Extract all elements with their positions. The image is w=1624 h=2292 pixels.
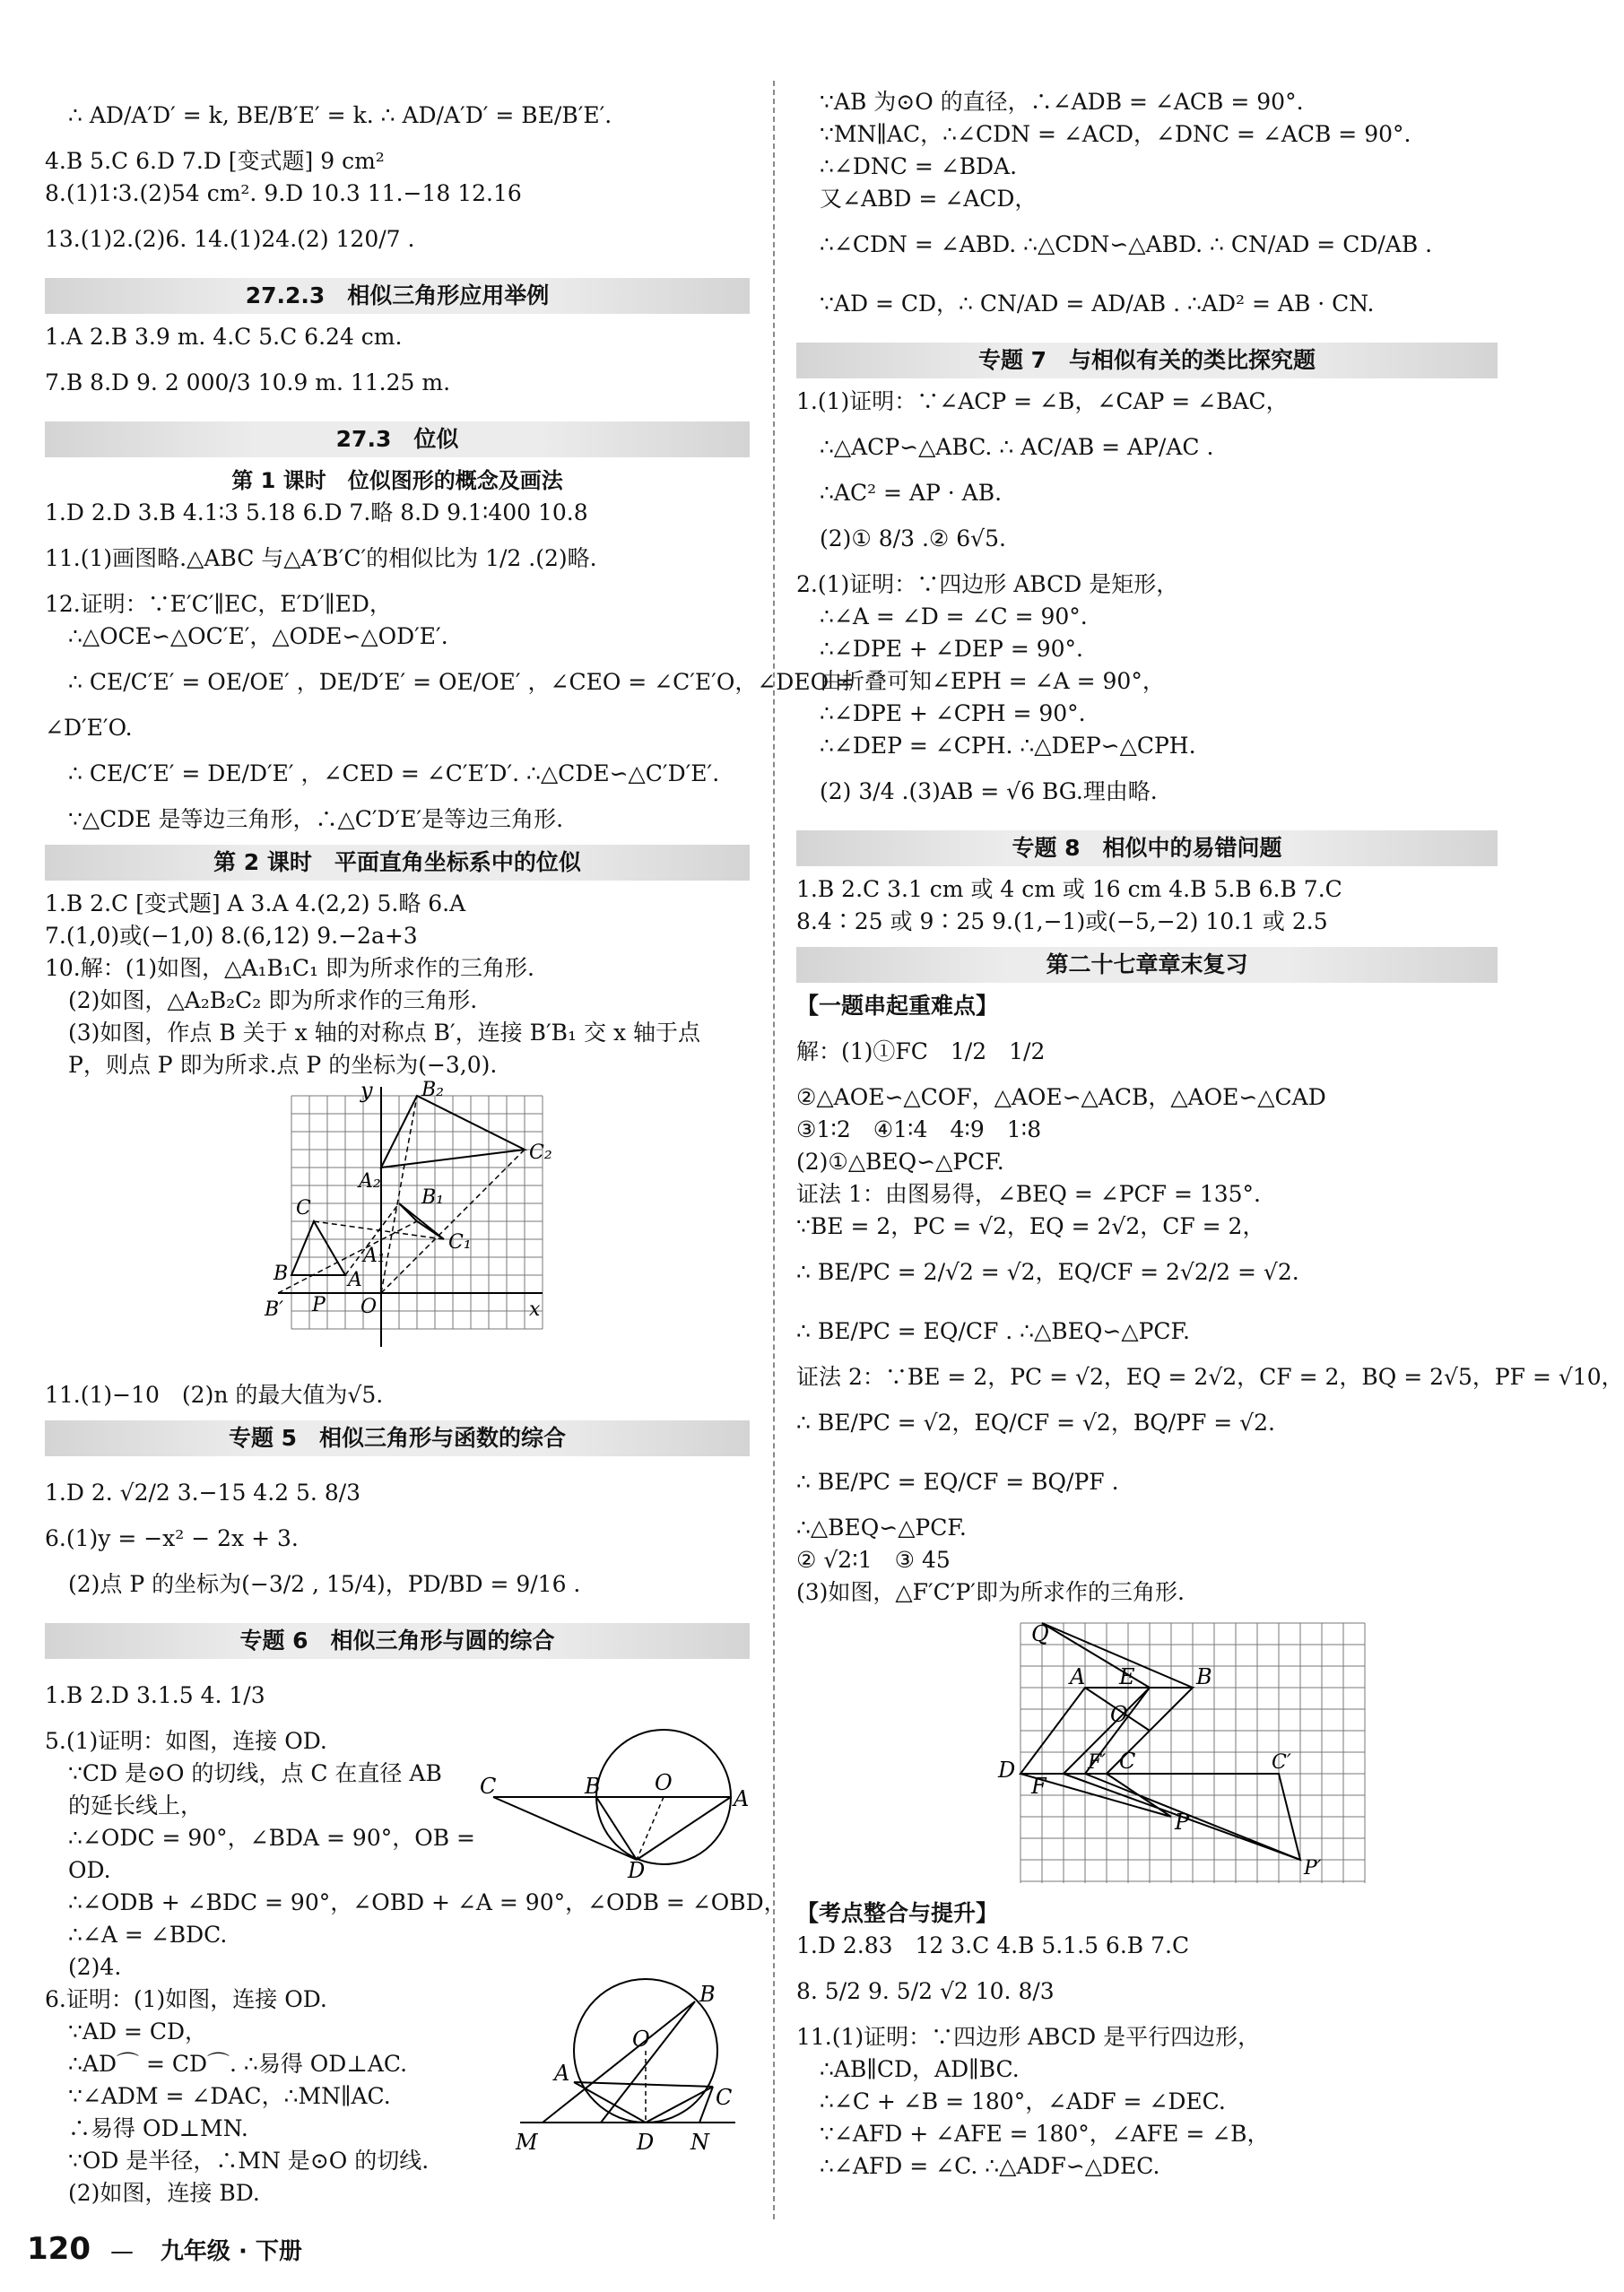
answer-line: (2)4. xyxy=(68,1954,122,1980)
answer-line: 5.(1)证明：如图，连接 OD. xyxy=(45,1728,327,1754)
answer-line: ② √2∶1 ③ 45 xyxy=(796,1547,951,1573)
answer-line: ∴∠ODB + ∠BDC = 90°，∠OBD + ∠A = 90°，∠ODB = ∠OBD， xyxy=(68,1889,786,1915)
answer-line: 8. 5/2 9. 5/2 √2 10. 8/3 xyxy=(796,1978,1055,2004)
label-D: D xyxy=(637,2130,655,2155)
answer-line: ∴ CE/C′E′ = DE/D′E′ ，∠CED = ∠C′E′D′. ∴△CDE∽△C′D′E′. xyxy=(68,760,720,786)
answer-line: ∴ BE/PC = EQ/CF = BQ/PF . xyxy=(796,1469,1119,1495)
answer-line: 11.(1)画图略.△ABC 与△A′B′C′的相似比为 1/2 .(2)略. xyxy=(45,545,597,571)
review-grid-svg xyxy=(796,1614,1498,1892)
answer-line: ∴ CE/C′E′ = OE/OE′ ，DE/D′E′ = OE/OE′ ，∠CEO = ∠C′E′O，∠DEO = xyxy=(68,669,855,695)
answer-line: 4.B 5.C 6.D 7.D [变式题] 9 cm² xyxy=(45,148,385,174)
circle-figure-1 xyxy=(475,1725,750,1883)
answer-line: 证法 2：∵BE = 2，PC = √2，EQ = 2√2，CF = 2，BQ = 2√5，PF = √10， xyxy=(796,1364,1624,1390)
answer-line: ∵AD = CD， xyxy=(68,2019,208,2045)
answer-line: 8.(1)1∶3.(2)54 cm². 9.D 10.3 11.−18 12.16 xyxy=(45,180,522,206)
answer-line: ∴△OCE∽△OC′E′，△ODE∽△OD′E′. xyxy=(68,623,448,649)
answer-line: ∴ BE/PC = √2，EQ/CF = √2，BQ/PF = √2. xyxy=(796,1410,1275,1436)
label-O: O xyxy=(1110,1702,1128,1727)
page-number: 120 xyxy=(27,2231,91,2267)
answer-line: 13.(1)2.(2)6. 14.(1)24.(2) 120/7 . xyxy=(45,226,415,252)
answer-line: (2) 3/4 .(3)AB = √6 BG.理由略. xyxy=(820,778,1158,804)
answer-line: 7.(1,0)或(−1,0) 8.(6,12) 9.−2a+3 xyxy=(45,923,418,949)
answer-line: 1.A 2.B 3.9 m. 4.C 5.C 6.24 cm. xyxy=(45,324,403,350)
answer-line: 8.4∶25 或 9∶25 9.(1,−1)或(−5,−2) 10.1 或 2.5 xyxy=(796,908,1328,934)
key-point-tag: 【一题串起重难点】 xyxy=(796,993,999,1019)
answer-line: 6.(1)y = −x² − 2x + 3. xyxy=(45,1525,299,1551)
label-A: A xyxy=(554,2061,570,2086)
answer-line: (2)如图，△A₂B₂C₂ 即为所求作的三角形. xyxy=(68,987,478,1013)
answer-line: ∴AB∥CD，AD∥BC. xyxy=(820,2056,1020,2082)
answer-line: ∴∠AFD = ∠C. ∴△ADF∽△DEC. xyxy=(820,2153,1160,2179)
topic-8-header: 专题 8 相似中的易错问题 xyxy=(796,830,1498,866)
label-C: C xyxy=(480,1774,497,1799)
answer-line: ∴AD⌒ = CD⌒. ∴易得 OD⊥AC. xyxy=(68,2051,408,2077)
answer-line: 证法 1：由图易得，∠BEQ = ∠PCF = 135°. xyxy=(796,1181,1262,1207)
answer-line: (2)如图，连接 BD. xyxy=(68,2180,260,2206)
answer-line: ∴ AD/A′D′ = k, BE/B′E′ = k. ∴ AD/A′D′ = BE/B′E′. xyxy=(68,102,612,128)
answer-line: 1.D 2.83 12 3.C 4.B 5.1.5 6.B 7.C xyxy=(796,1932,1190,1958)
integration-tag: 【考点整合与提升】 xyxy=(796,1900,999,1926)
answer-line: ∴∠DEP = ∠CPH. ∴△DEP∽△CPH. xyxy=(820,733,1196,759)
label-A2: A₂ xyxy=(359,1170,381,1193)
label-Fprime: F′ xyxy=(1088,1751,1107,1774)
answer-line: ∴∠CDN = ∠ABD. ∴△CDN∽△ABD. ∴ CN/AD = CD/AB . xyxy=(820,231,1433,257)
label-E: E xyxy=(1119,1664,1135,1689)
topic-6-header: 专题 6 相似三角形与圆的综合 xyxy=(45,1623,750,1659)
label-P: P xyxy=(312,1294,326,1316)
label-A: A xyxy=(1070,1664,1086,1689)
answer-line: ∴△BEQ∽△PCF. xyxy=(796,1515,967,1541)
answer-line: ∴∠DPE + ∠CPH = 90°. xyxy=(820,700,1086,726)
section-header-27-2-3: 27.2.3 相似三角形应用举例 xyxy=(45,278,750,314)
topic-7-header: 专题 7 与相似有关的类比探究题 xyxy=(796,343,1498,378)
answer-line: ∴ BE/PC = EQ/CF . ∴△BEQ∽△PCF. xyxy=(796,1318,1190,1344)
answer-line: ∵CD 是⊙O 的切线，点 C 在直径 AB xyxy=(68,1760,442,1786)
label-B: B xyxy=(699,1982,716,2007)
label-A1: A₁ xyxy=(363,1245,386,1267)
answer-line: ∴ BE/PC = 2/√2 = √2，EQ/CF = 2√2/2 = √2. xyxy=(796,1259,1299,1285)
label-x: x xyxy=(529,1298,541,1321)
label-C: C xyxy=(296,1197,311,1220)
answer-line: 1.(1)证明：∵∠ACP = ∠B，∠CAP = ∠BAC， xyxy=(796,388,1289,414)
answer-line: ∵AB 为⊙O 的直径，∴∠ADB = ∠ACB = 90°. xyxy=(820,89,1304,115)
label-y: y xyxy=(360,1078,373,1103)
label-A: A xyxy=(734,1786,750,1811)
answer-line: 12.证明：∵E′C′∥EC，E′D′∥ED， xyxy=(45,591,392,617)
label-Q: Q xyxy=(1031,1621,1049,1646)
chapter-review-header: 第二十七章章末复习 xyxy=(796,947,1498,983)
grade-label: 九年级 · 下册 xyxy=(160,2238,302,2265)
page-footer xyxy=(27,2222,302,2276)
answer-line: 由折叠可知∠EPH = ∠A = 90°， xyxy=(820,668,1165,694)
answer-line: ∵∠ADM = ∠DAC，∴MN∥AC. xyxy=(68,2083,391,2109)
label-D: D xyxy=(998,1758,1016,1783)
answer-line: (2)①△BEQ∽△PCF. xyxy=(796,1149,1004,1175)
answer-line: 10.解：(1)如图，△A₁B₁C₁ 即为所求作的三角形. xyxy=(45,955,534,981)
answer-line: ∴∠DPE + ∠DEP = 90°. xyxy=(820,636,1083,662)
answer-line: 11.(1)证明：∵四边形 ABCD 是平行四边形， xyxy=(796,2024,1261,2050)
answer-line: ∴∠A = ∠D = ∠C = 90°. xyxy=(820,603,1088,629)
answer-line: 1.B 2.C 3.1 cm 或 4 cm 或 16 cm 4.B 5.B 6.B 7.C xyxy=(796,876,1342,902)
answer-line: 1.D 2. √2/2 3.−15 4.2 5. 8/3 xyxy=(45,1480,361,1506)
answer-line: ∴∠A = ∠BDC. xyxy=(68,1922,228,1948)
answer-line: (3)如图，△F′C′P′即为所求作的三角形. xyxy=(796,1579,1185,1605)
label-D: D xyxy=(628,1858,646,1883)
label-O: O xyxy=(360,1296,378,1318)
coordinate-grid-figure xyxy=(45,1078,750,1374)
answer-line: ∵BE = 2，PC = √2，EQ = 2√2，CF = 2， xyxy=(796,1213,1265,1239)
answer-line: ∴∠DNC = ∠BDA. xyxy=(820,153,1018,179)
label-O: O xyxy=(632,2027,650,2052)
answer-line: ∴AC² = AP · AB. xyxy=(820,480,1003,506)
label-C2: C₂ xyxy=(529,1142,552,1164)
label-B: B xyxy=(585,1774,601,1799)
topic6-q6-block xyxy=(45,1984,750,2210)
answer-line: 6.证明：(1)如图，连接 OD. xyxy=(45,1986,327,2012)
section-header-27-3: 27.3 位似 xyxy=(45,421,750,457)
answer-line: ③1∶2 ④1∶4 4∶9 1∶8 xyxy=(796,1116,1042,1142)
label-M: M xyxy=(516,2130,538,2155)
label-B1: B₁ xyxy=(421,1186,444,1209)
label-B2: B₂ xyxy=(421,1079,444,1101)
label-Pprime: P′ xyxy=(1304,1857,1322,1880)
label-O: O xyxy=(655,1770,673,1795)
lesson-1-title: 第 1 课时 位似图形的概念及画法 xyxy=(231,468,563,493)
circle-figure-2 xyxy=(511,1975,750,2163)
label-Bprime: B′ xyxy=(265,1298,284,1321)
answer-line: 1.B 2.C [变式题] A 3.A 4.(2,2) 5.略 6.A xyxy=(45,890,466,916)
answer-line: ∴易得 OD⊥MN. xyxy=(68,2115,248,2141)
label-C1: C₁ xyxy=(448,1231,472,1254)
label-C: C xyxy=(1119,1749,1136,1774)
label-A: A xyxy=(348,1269,362,1291)
answer-line: ∵MN∥AC，∴∠CDN = ∠ACD，∠DNC = ∠ACB = 90°. xyxy=(820,121,1411,147)
answer-line: ②△AOE∽△COF，△AOE∽△ACB，△AOE∽△CAD xyxy=(796,1084,1326,1110)
answer-line: (2)① 8/3 .② 6√5. xyxy=(820,525,1006,551)
topic-5-header: 专题 5 相似三角形与函数的综合 xyxy=(45,1420,750,1456)
lesson-2-header: 第 2 课时 平面直角坐标系中的位似 xyxy=(45,845,750,881)
answer-line: (2)点 P 的坐标为(−3/2 , 15/4)，PD/BD = 9/16 . xyxy=(68,1571,581,1597)
review-grid-figure xyxy=(796,1614,1498,1892)
label-C: C xyxy=(716,2085,733,2110)
topic6-q5-block xyxy=(45,1725,750,1887)
footer-dash: — xyxy=(109,2238,134,2265)
answer-line: OD. xyxy=(68,1857,111,1883)
label-Cprime: C′ xyxy=(1272,1751,1291,1774)
answer-line: ∵△CDE 是等边三角形，∴△C′D′E′是等边三角形. xyxy=(68,806,564,832)
answer-line: ∵OD 是半径，∴MN 是⊙O 的切线. xyxy=(68,2148,430,2174)
label-F: F xyxy=(1031,1774,1046,1799)
label-B: B xyxy=(274,1263,289,1285)
answer-line: P，则点 P 即为所求.点 P 的坐标为(−3,0). xyxy=(68,1052,498,1078)
answer-line: 1.D 2.D 3.B 4.1∶3 5.18 6.D 7.略 8.D 9.1∶400 10.8 xyxy=(45,499,588,525)
answer-line: ∴△ACP∽△ABC. ∴ AC/AB = AP/AC . xyxy=(820,434,1214,460)
coordinate-grid-svg xyxy=(45,1078,750,1374)
answer-line: ∵∠AFD + ∠AFE = 180°，∠AFE = ∠B， xyxy=(820,2121,1270,2147)
left-column xyxy=(45,86,855,2210)
answer-line: 2.(1)证明：∵四边形 ABCD 是矩形， xyxy=(796,571,1179,597)
answer-line: ∴∠ODC = 90°，∠BDA = 90°，OB = xyxy=(68,1825,476,1851)
answer-line: 1.B 2.D 3.1.5 4. 1/3 xyxy=(45,1682,265,1708)
answer-line: 7.B 8.D 9. 2 000/3 10.9 m. 11.25 m. xyxy=(45,369,451,395)
label-N: N xyxy=(690,2130,709,2155)
answer-line: ∠D′E′O. xyxy=(45,715,133,741)
answer-line: 的延长线上， xyxy=(68,1793,204,1819)
answer-line: ∵AD = CD，∴ CN/AD = AD/AB . ∴AD² = AB · CN. xyxy=(820,291,1375,317)
answer-line: 11.(1)−10 (2)n 的最大值为√5. xyxy=(45,1382,384,1408)
answer-line: ∴∠C + ∠B = 180°，∠ADF = ∠DEC. xyxy=(820,2088,1226,2114)
label-B: B xyxy=(1196,1664,1212,1689)
right-column xyxy=(796,86,1624,2183)
answer-line: 又∠ABD = ∠ACD， xyxy=(820,186,1038,212)
label-P: P xyxy=(1175,1810,1190,1835)
answer-line: 解：(1)①FC 1/2 1/2 xyxy=(796,1038,1046,1064)
answer-line: (3)如图，作点 B 关于 x 轴的对称点 B′，连接 B′B₁ 交 x 轴于点 xyxy=(68,1020,700,1046)
